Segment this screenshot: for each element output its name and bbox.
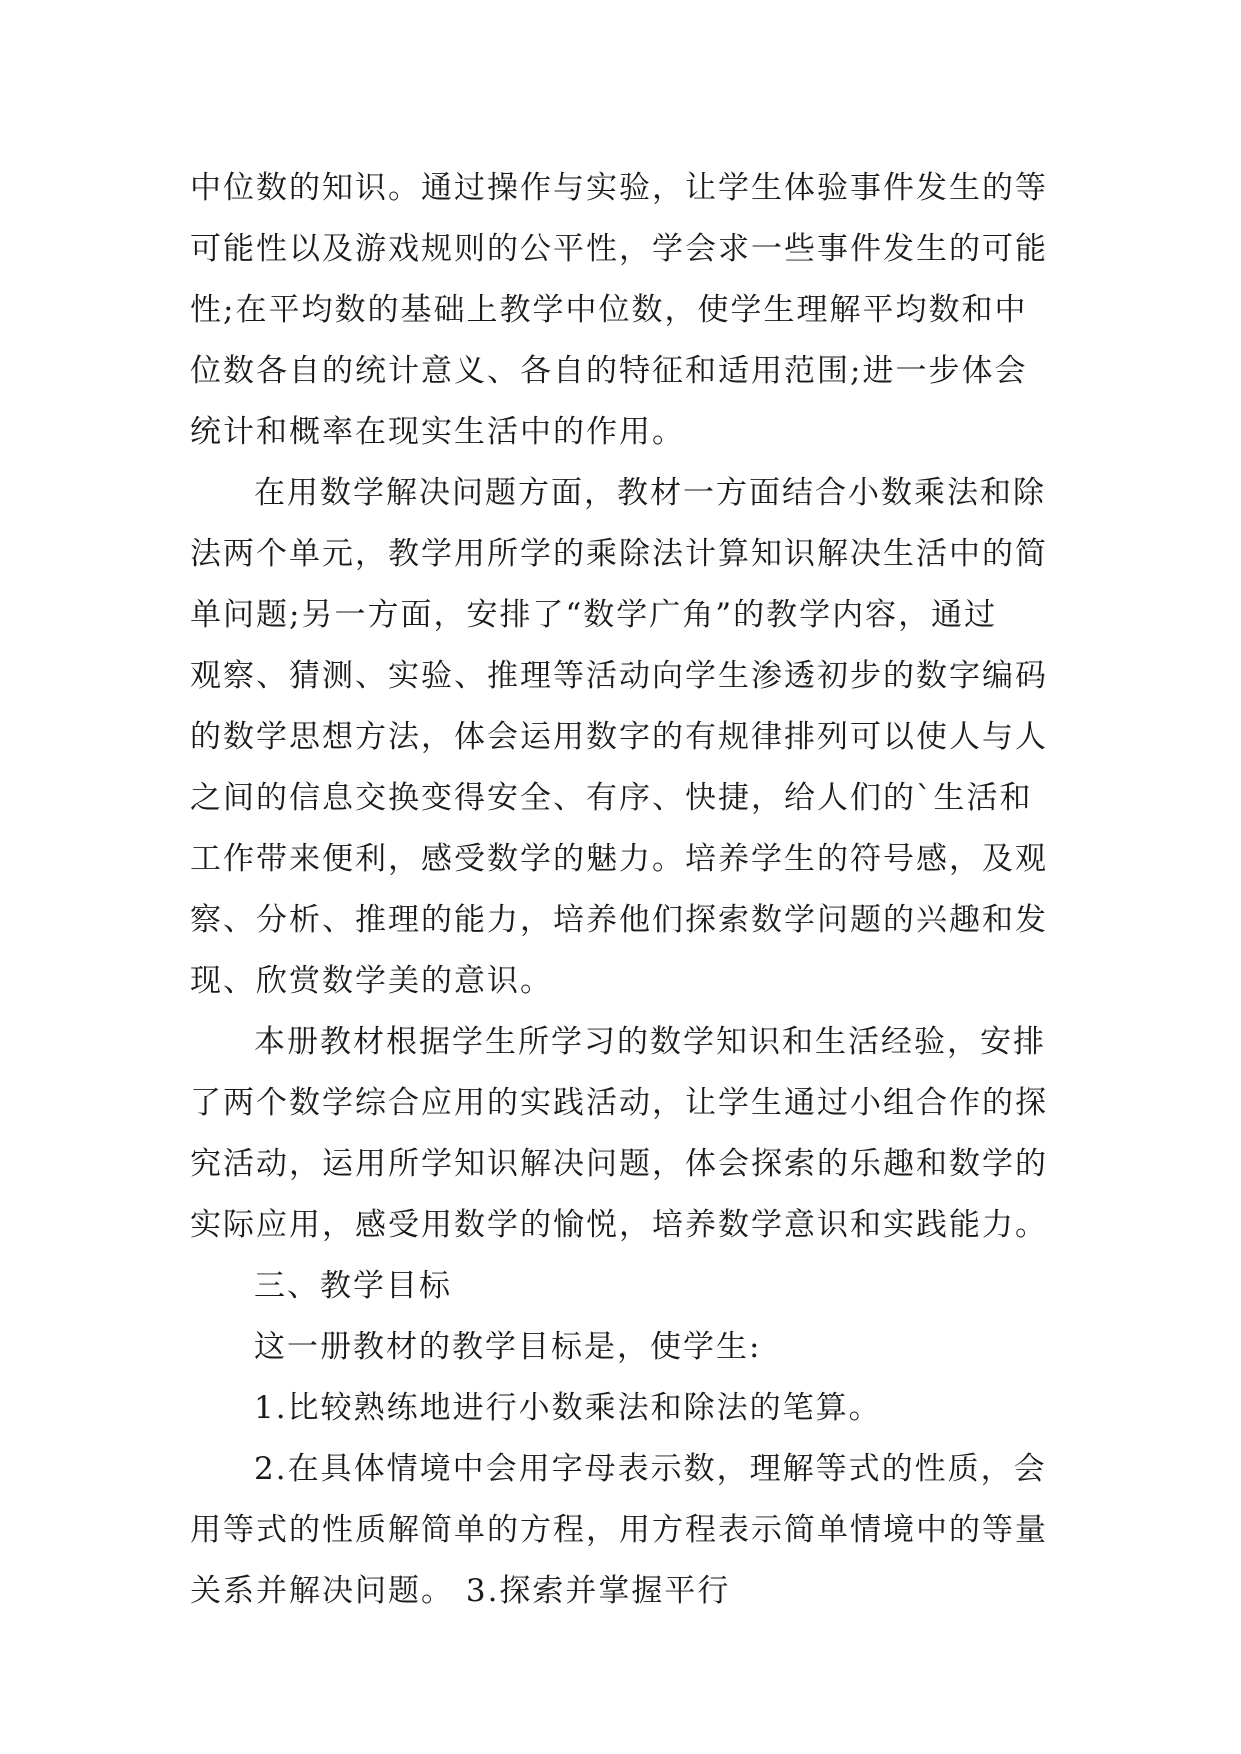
text-line: 关系并解决问题。 3.探索并掌握平行 xyxy=(190,1573,731,1609)
text-line: 中位数的知识。通过操作与实验，让学生体验事件发生的等 xyxy=(190,170,1048,206)
text-line: 察、分析、推理的能力，培养他们探索数学问题的兴趣和发 xyxy=(190,902,1048,938)
text-line: 观察、猜测、实验、推理等活动向学生渗透初步的数字编码 xyxy=(190,658,1048,694)
text-line: 之间的信息交换变得安全、有序、快捷，给人们的`生活和 xyxy=(190,780,1033,816)
paragraph-first-line: 这一册教材的教学目标是，使学生: xyxy=(254,1329,762,1365)
list-item: 1.比较熟练地进行小数乘法和除法的笔算。 xyxy=(254,1390,882,1426)
text-line: 实际应用，感受用数学的愉悦，培养数学意识和实践能力。 xyxy=(190,1207,1048,1243)
text-line: 究活动，运用所学知识解决问题，体会探索的乐趣和数学的 xyxy=(190,1146,1048,1182)
text-line: 可能性以及游戏规则的公平性，学会求一些事件发生的可能 xyxy=(190,231,1048,267)
text-line: 位数各自的统计意义、各自的特征和适用范围;进一步体会 xyxy=(190,353,1028,389)
list-item: 2.在具体情境中会用字母表示数，理解等式的性质，会 xyxy=(254,1451,1047,1487)
text-line: 的数学思想方法，体会运用数字的有规律排列可以使人与人 xyxy=(190,719,1048,755)
paragraph-first-line: 本册教材根据学生所学习的数学知识和生活经验，安排 xyxy=(254,1024,1046,1060)
text-line: 用等式的性质解简单的方程，用方程表示简单情境中的等量 xyxy=(190,1512,1048,1548)
text-line: 统计和概率在现实生活中的作用。 xyxy=(190,414,685,450)
text-line: 工作带来便利，感受数学的魅力。培养学生的符号感，及观 xyxy=(190,841,1048,877)
text-line: 现、欣赏数学美的意识。 xyxy=(190,963,553,999)
text-line: 了两个数学综合应用的实践活动，让学生通过小组合作的探 xyxy=(190,1085,1048,1121)
text-line: 法两个单元，教学用所学的乘除法计算知识解决生活中的简 xyxy=(190,536,1048,572)
paragraph-first-line: 在用数学解决问题方面，教材一方面结合小数乘法和除 xyxy=(254,475,1046,511)
text-line: 单问题;另一方面，安排了“数学广角”的教学内容，通过 xyxy=(190,597,998,633)
section-heading: 三、教学目标 xyxy=(254,1268,452,1304)
document-body xyxy=(190,158,1070,1622)
text-line: 性;在平均数的基础上教学中位数，使学生理解平均数和中 xyxy=(190,292,1028,328)
